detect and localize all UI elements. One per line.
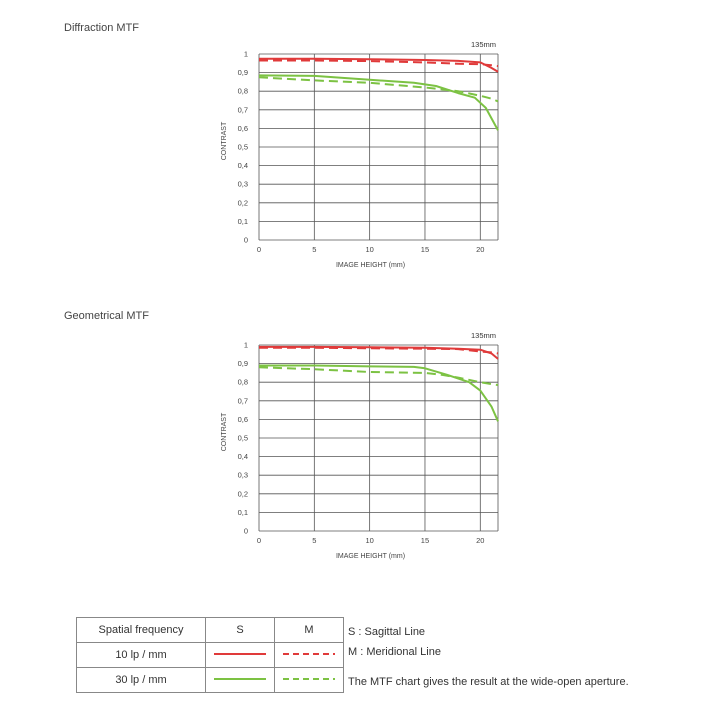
x-tick-label: 15	[420, 245, 430, 254]
series-line	[259, 348, 498, 354]
series-line	[259, 366, 498, 422]
y-tick-label: 0	[243, 235, 248, 245]
y-tick-label: 1	[243, 49, 248, 59]
y-tick-label: 0,2	[237, 489, 248, 499]
y-tick-label: 0,4	[237, 452, 248, 462]
y-tick-label: 0,6	[237, 123, 248, 133]
x-axis-label: IMAGE HEIGHT (mm)	[335, 262, 406, 269]
y-tick-label: 0	[243, 526, 248, 536]
x-tick-label: 10	[365, 536, 374, 545]
diffraction-mtf-chart	[0, 0, 720, 290]
x-tick-label: 5	[312, 245, 317, 254]
y-tick-label: 0,1	[237, 216, 248, 226]
y-tick-label: 0,9	[237, 68, 248, 78]
legend-30-s-swatch	[206, 668, 275, 693]
chart-title-geometrical: Geometrical MTF	[64, 310, 149, 322]
y-tick-label: 0,4	[237, 161, 248, 171]
chart-title-diffraction: Diffraction MTF	[64, 22, 139, 34]
x-tick-label: 10	[365, 245, 374, 254]
legend-note-aperture: The MTF chart gives the result at the wide-open aperture.	[348, 676, 629, 688]
y-tick-label: 0,8	[237, 86, 248, 96]
y-axis-label: CONTRAST	[221, 412, 228, 452]
legend-row-30-label: 30 lp / mm	[77, 668, 206, 693]
x-tick-label: 5	[312, 536, 317, 545]
focal-length-label: 135mm	[470, 40, 496, 49]
focal-length-label: 135mm	[470, 331, 496, 340]
y-tick-label: 0,5	[237, 142, 248, 152]
x-axis-label: IMAGE HEIGHT (mm)	[335, 553, 406, 560]
legend-note-meridional: M : Meridional Line	[348, 646, 441, 658]
legend-note-sagittal: S : Sagittal Line	[348, 626, 426, 638]
y-tick-label: 0,5	[237, 433, 248, 443]
x-tick-label: 20	[476, 536, 485, 545]
y-tick-label: 0,1	[237, 507, 248, 517]
legend-30-m-swatch	[275, 668, 344, 693]
y-tick-label: 0,8	[237, 377, 248, 387]
x-tick-label: 20	[476, 245, 485, 254]
x-tick-label: 0	[256, 245, 262, 254]
spatial-frequency-legend	[76, 617, 344, 693]
legend-10-s-swatch	[206, 643, 275, 668]
legend-row-10-label: 10 lp / mm	[77, 643, 206, 668]
y-axis-label: CONTRAST	[221, 121, 228, 161]
x-tick-label: 15	[420, 536, 430, 545]
geometrical-mtf-chart	[0, 290, 720, 580]
y-tick-label: 0,3	[237, 179, 248, 189]
legend-header-label: Spatial frequency	[77, 618, 206, 643]
legend-10-m-swatch	[275, 643, 344, 668]
y-tick-label: 0,6	[237, 414, 248, 424]
legend-header-s: S	[206, 618, 275, 643]
y-tick-label: 0,2	[237, 198, 248, 208]
y-tick-label: 0,9	[237, 359, 248, 369]
y-tick-label: 1	[243, 340, 248, 350]
y-tick-label: 0,3	[237, 470, 248, 480]
y-tick-label: 0,7	[237, 105, 248, 115]
legend-header-m: M	[275, 618, 344, 643]
x-tick-label: 0	[256, 536, 262, 545]
y-tick-label: 0,7	[237, 396, 248, 406]
